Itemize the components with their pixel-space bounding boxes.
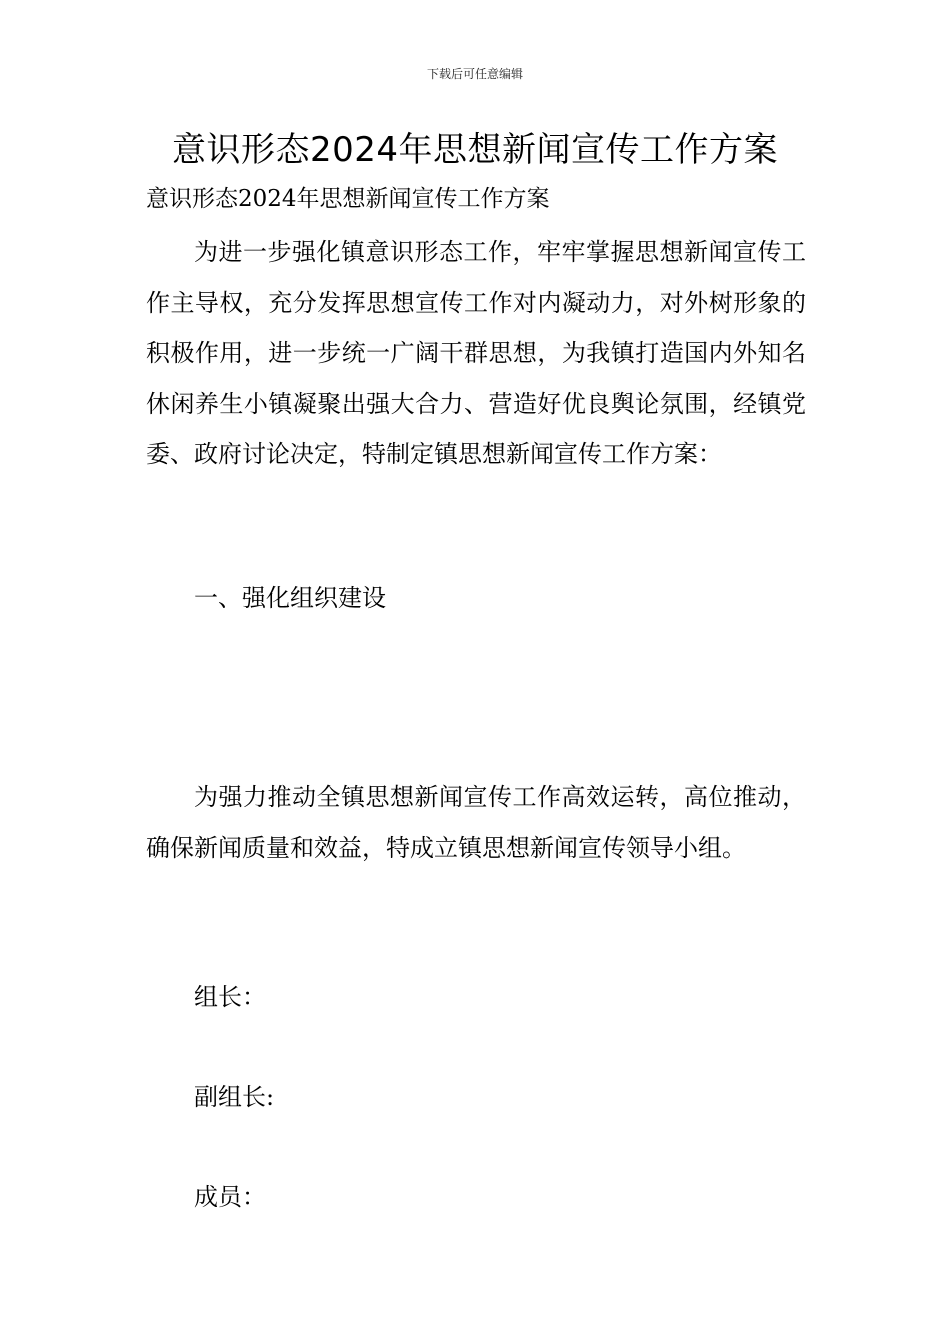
deputy-leader-label: 副组长: (194, 1083, 275, 1111)
intro-paragraph: 为进一步强化镇意识形态工作，牢牢掌握思想新闻宣传工作主导权，充分发挥思想宣传工作对内凝动力，对外树形象的积极作用，进一步统一广阔干群思想，为我镇打造国内外知名休闲养生小镇凝聚出强大合力、营造好优良舆论氛围，经镇党委、政府讨论决定，特制定镇思想新闻宣传工作方案： (146, 238, 806, 468)
members-label: 成员： (194, 1183, 266, 1211)
leading-group-paragraph: 为强力推动全镇思想新闻宣传工作高效运转，高位推动，确保新闻质量和效益，特成立镇思想新闻宣传领导小组。 (146, 783, 806, 862)
section-heading-1: 一、强化组织建设 (194, 584, 386, 612)
document-subtitle: 意识形态2024年思想新闻宣传工作方案 (146, 186, 550, 212)
group-leader-label: 组长： (194, 983, 266, 1011)
document-title: 意识形态2024年思想新闻宣传工作方案 (171, 130, 779, 170)
header-note: 下载后可任意编辑 (426, 67, 523, 81)
